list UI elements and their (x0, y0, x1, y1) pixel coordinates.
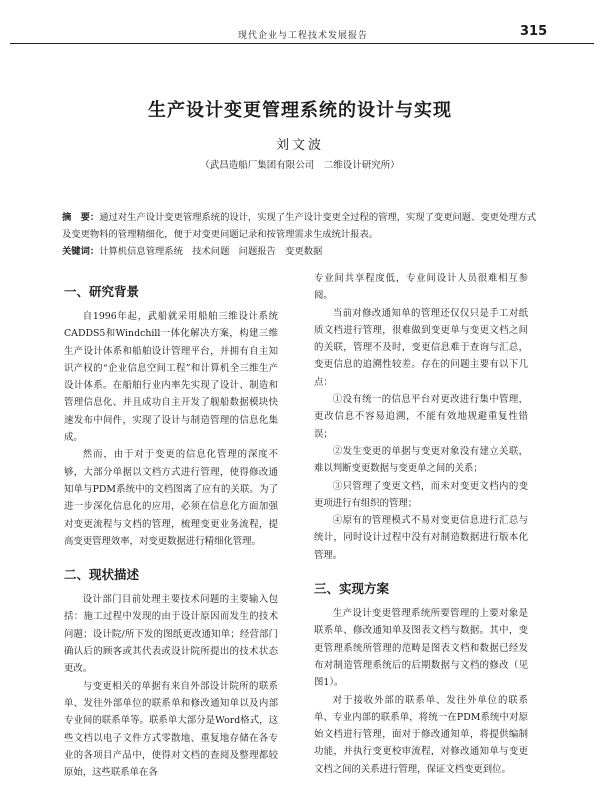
right-column (314, 270, 528, 778)
body-paragraph: 设计部门目前处理主要技术问题的主要输入包括：施工过程中发现的由于设计原因而发生的技术问题；设计院/所下发的图纸更改通知单；经营部门确认后的顾客或其代表或设计院所提出的技术状态更改。 (64, 594, 278, 675)
list-item: ④原有的管理模式不易对变更信息进行汇总与统计，同时设计过程中没有对制造数据进行版本化管理。 (314, 515, 528, 561)
author-affiliation: （武昌造船厂集团有限公司 二维设计研究所） (200, 160, 400, 171)
header-divider (10, 43, 594, 44)
keywords-label: 关键词： (62, 246, 100, 257)
paper-title: 生产设计变更管理系统的设计与实现 (148, 100, 452, 121)
author-name: 刘文波 (275, 138, 324, 153)
section-heading-background: 一、研究背景 (64, 284, 140, 299)
body-paragraph: 自1996年起，武船就采用船舶三维设计系统CADDS5和Windchill一体化解决方案，构建三维生产设计体系和船舶设计管理平台，并拥有自主知识产权的“企业信息空间工程”和计算机全三维生产设计体系。在船舶行业内率先实现了设计、制造和管理信息化、并且成功自主开发了舰船数据模块快速发布中间件，实现了设计与制造管理的信息化集成。 (64, 311, 278, 444)
left-column (64, 270, 278, 781)
page-number: 315 (520, 24, 548, 39)
body-paragraph: 专业间共享程度低，专业间设计人员很难相互参阅。 (314, 273, 528, 302)
journal-name: 现代企业与工程技术发展报告 (238, 31, 369, 41)
section-heading-status: 二、现状描述 (64, 567, 140, 583)
section-heading-solution: 三、实现方案 (314, 581, 390, 597)
list-item: ③只管理了变更文档，而未对变更文档内的变更项进行有组织的管理； (314, 480, 528, 509)
keywords-text: 计算机信息管理系统 技术问题 问题报告 变更数据 (99, 246, 323, 257)
abstract-text: 通过对生产设计变更管理系统的设计，实现了生产设计变更全过程的管理，实现了变更问题、变更处理方式及变更物料的管理精细化，便于对变更问题记录和按管理需求生成统计报表。 (62, 212, 537, 240)
list-item: ②发生变更的单据与变更对象没有建立关联，难以判断变更数据与变更单之间的关系； (314, 445, 528, 475)
abstract-label: 摘 要： (62, 212, 100, 223)
body-paragraph: 当前对修改通知单的管理还仅仅只是手工对纸质文档进行管理，很难做到变更单与变更文档之间的关联，管理不及时，变更信息难于查询与汇总，变更信息的追溯性较差。存在的问题主要有以下几点： (314, 307, 528, 388)
abstract-block (62, 209, 540, 260)
body-paragraph: 生产设计变更管理系统所要管理的上要对象是联系单、修改通知单及图表文档与数据。其中，变更管理系统所管理的范畴是图表文档和数据已经发布对制造管理系统后的后期数据与文档的修改（见图1）。 (314, 608, 528, 689)
list-item: ①没有统一的信息平台对更改进行集中管理，更改信息不容易追溯，不能有效地规避重复性错误； (314, 394, 528, 440)
body-paragraph: 与变更相关的单据有来自外部设计院所的联系单、发往外部单位的联系单和修改通知单以及内部专业间的联系单等。联系单大部分是Word格式，这些文档以电子文件方式零散地、重复地存储在各专业的各项目产品中，使得对文档的查阅及整理都较原始，这些联系单在各 (64, 680, 278, 779)
body-paragraph: 然而，由于对于变更的信息化管理的深度不够，大部分单据以文档方式进行管理，使得修改通知单与PDM系统中的文档图离了应有的关联。为了进一步深化信息化的应用，必须在信息化方面加强对变更流程与文档的管理，梳理变更业务流程，提高变更管理效率，对变更数据进行精细化管理。 (64, 449, 278, 547)
body-paragraph: 对于接收外部的联系单、发往外单位的联系单、专业内部的联系单，将统一在PDM系统中对原始文档进行管理，面对于修改通知单，将提供编制功能，并执行变更校审流程，对修改通知单与变更文档之间的关系进行管理，保证文档变更到位。 (314, 694, 528, 775)
abstract-paragraph (62, 209, 540, 243)
keywords-line (62, 243, 540, 260)
running-header (0, 0, 600, 44)
